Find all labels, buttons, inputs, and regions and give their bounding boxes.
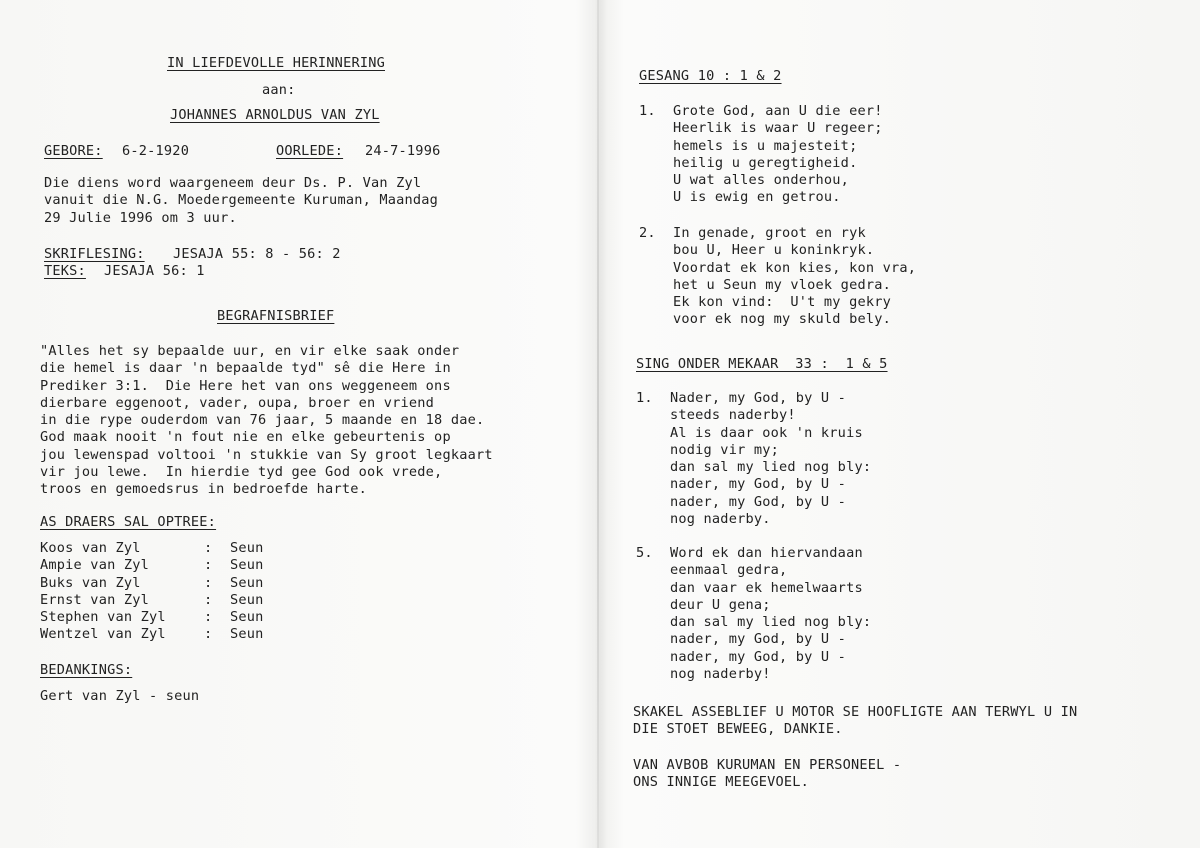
- bearer-name: Wentzel van Zyl: [40, 626, 166, 643]
- verse-line: Voordat ek kon kies, kon vra,: [673, 259, 917, 276]
- verse-number: 1.: [639, 103, 656, 119]
- bearer-role: Seun: [230, 574, 264, 591]
- verse-line: nader, my God, by U -: [670, 648, 847, 665]
- bearer-separator: :: [204, 557, 213, 574]
- verse-line: nog naderby.: [670, 511, 771, 528]
- text-value: JESAJA 56: 1: [104, 263, 205, 279]
- hymn1-verse-1: [673, 103, 883, 207]
- verse-line: Word ek dan hiervandaan: [670, 545, 863, 561]
- letter-body: [40, 343, 493, 499]
- closing-line: VAN AVBOB KURUMAN EN PERSONEEL -: [633, 757, 902, 773]
- died-label: OORLEDE:: [276, 143, 344, 159]
- service-line: Die diens word waargeneem deur Ds. P. Van Zyl: [44, 175, 422, 191]
- bearer-separator: :: [204, 609, 213, 626]
- hymn1-verse-2: [673, 225, 916, 329]
- verse-line: het u Seun my vloek gedra.: [673, 276, 891, 293]
- reading-label: SKRIFLESING:: [44, 246, 145, 262]
- verse-number: 1.: [636, 390, 653, 406]
- list-item: [40, 592, 300, 609]
- notice-line: DIE STOET BEWEEG, DANKIE.: [633, 721, 843, 738]
- deceased-name: JOHANNES ARNOLDUS VAN ZYL: [170, 107, 380, 123]
- verse-line: Al is daar ook 'n kruis: [670, 424, 863, 441]
- letter-line: Prediker 3:1. Die Here het van ons weggeneem ons: [40, 377, 451, 394]
- bearer-role: Seun: [230, 626, 264, 643]
- verse-line: Ek kon vind: U't my gekry: [673, 294, 891, 311]
- born-date: 6-2-1920: [122, 143, 190, 159]
- verse-line: dan vaar ek hemelwaarts: [670, 579, 863, 596]
- verse-line: dan sal my lied nog bly:: [670, 459, 872, 476]
- text-label: TEKS:: [44, 263, 86, 279]
- hymn2-verse-1: [670, 390, 871, 528]
- hymn2-heading: SING ONDER MEKAAR 33 : 1 & 5: [636, 356, 888, 372]
- thanks-line: Gert van Zyl - seun: [40, 688, 200, 704]
- letter-line: vir jou lewe. In hierdie tyd gee God ook vrede,: [40, 464, 443, 481]
- memorial-heading: IN LIEFDEVOLLE HERINNERING: [167, 55, 385, 71]
- died-date: 24-7-1996: [365, 143, 441, 159]
- letter-line: die hemel is daar 'n bepaalde tyd" sê die Here in: [40, 360, 451, 377]
- reading-value: JESAJA 55: 8 - 56: 2: [173, 246, 341, 262]
- bearer-role: Seun: [230, 591, 264, 608]
- letter-line: "Alles het sy bepaalde uur, en vir elke saak onder: [40, 343, 460, 359]
- service-line: vanuit die N.G. Moedergemeente Kuruman, Maandag: [44, 192, 439, 209]
- verse-line: Grote God, aan U die eer!: [673, 103, 883, 119]
- bearer-separator: :: [204, 591, 213, 608]
- verse-line: heilig u geregtigheid.: [673, 154, 858, 171]
- bearer-role: Seun: [230, 609, 264, 626]
- hymn2-verse-5: [670, 545, 871, 683]
- verse-line: voor ek nog my skuld bely.: [673, 311, 891, 328]
- thanks-heading: BEDANKINGS:: [40, 662, 133, 678]
- bearer-role: Seun: [230, 540, 264, 556]
- born-label: GEBORE:: [44, 143, 103, 159]
- verse-line: hemels is u majesteit;: [673, 137, 858, 154]
- letter-line: in die rype ouderdom van 76 jaar, 5 maande en 18 dae.: [40, 412, 485, 429]
- list-item: [40, 609, 300, 626]
- bearer-name: Koos van Zyl: [40, 540, 141, 556]
- verse-number: 2.: [639, 225, 656, 241]
- bearer-separator: :: [204, 626, 213, 643]
- list-item: [40, 540, 300, 557]
- bearer-name: Ernst van Zyl: [40, 591, 149, 608]
- verse-line: nader, my God, by U -: [670, 493, 847, 510]
- letter-line: jou lewenspad voltooi 'n stukkie van Sy groot legkaart: [40, 446, 493, 463]
- verse-line: U is ewig en getrou.: [673, 189, 841, 206]
- letter-line: dierbare eggenoot, vader, oupa, broer en vriend: [40, 394, 435, 411]
- bearer-name: Buks van Zyl: [40, 574, 141, 591]
- verse-line: Heerlik is waar U regeer;: [673, 120, 883, 137]
- verse-line: bou U, Heer u koninkryk.: [673, 242, 875, 259]
- letter-line: God maak nooit 'n fout nie en elke gebeurtenis op: [40, 429, 451, 446]
- list-item: [40, 626, 300, 643]
- list-item: [40, 557, 300, 574]
- letter-line: troos en gemoedsrus in bedroefde harte.: [40, 481, 367, 498]
- verse-line: eenmaal gedra,: [670, 562, 788, 579]
- bearer-role: Seun: [230, 557, 264, 574]
- verse-number: 5.: [636, 545, 653, 561]
- verse-line: Nader, my God, by U -: [670, 390, 847, 406]
- condolence-closing: [633, 757, 901, 792]
- service-line: 29 Julie 1996 om 3 uur.: [44, 209, 237, 226]
- verse-line: nodig vir my;: [670, 441, 779, 458]
- verse-line: nog naderby!: [670, 666, 771, 683]
- hymn1-heading: GESANG 10 : 1 & 2: [639, 68, 782, 84]
- page-fold: [597, 0, 599, 848]
- bearers-heading: AS DRAERS SAL OPTREE:: [40, 514, 217, 530]
- notice-line: SKAKEL ASSEBLIEF U MOTOR SE HOOFLIGTE AAN TERWYL U IN: [633, 704, 1078, 720]
- closing-line: ONS INNIGE MEEGEVOEL.: [633, 774, 810, 791]
- letter-heading: BEGRAFNISBRIEF: [217, 308, 335, 324]
- verse-line: deur U gena;: [670, 596, 771, 613]
- verse-line: nader, my God, by U -: [670, 631, 847, 648]
- bearer-separator: :: [204, 574, 213, 591]
- list-item: [40, 575, 300, 592]
- verse-line: U wat alles onderhou,: [673, 172, 850, 189]
- bearer-name: Ampie van Zyl: [40, 557, 149, 574]
- service-details: [44, 175, 438, 227]
- bearers-list: [40, 540, 300, 644]
- verse-line: dan sal my lied nog bly:: [670, 614, 872, 631]
- bearer-separator: :: [204, 540, 213, 556]
- headlights-notice: [633, 704, 1077, 739]
- aan-label: aan:: [262, 82, 296, 98]
- verse-line: nader, my God, by U -: [670, 476, 847, 493]
- verse-line: steeds naderby!: [670, 407, 796, 424]
- verse-line: In genade, groot en ryk: [673, 225, 866, 241]
- bearer-name: Stephen van Zyl: [40, 609, 166, 626]
